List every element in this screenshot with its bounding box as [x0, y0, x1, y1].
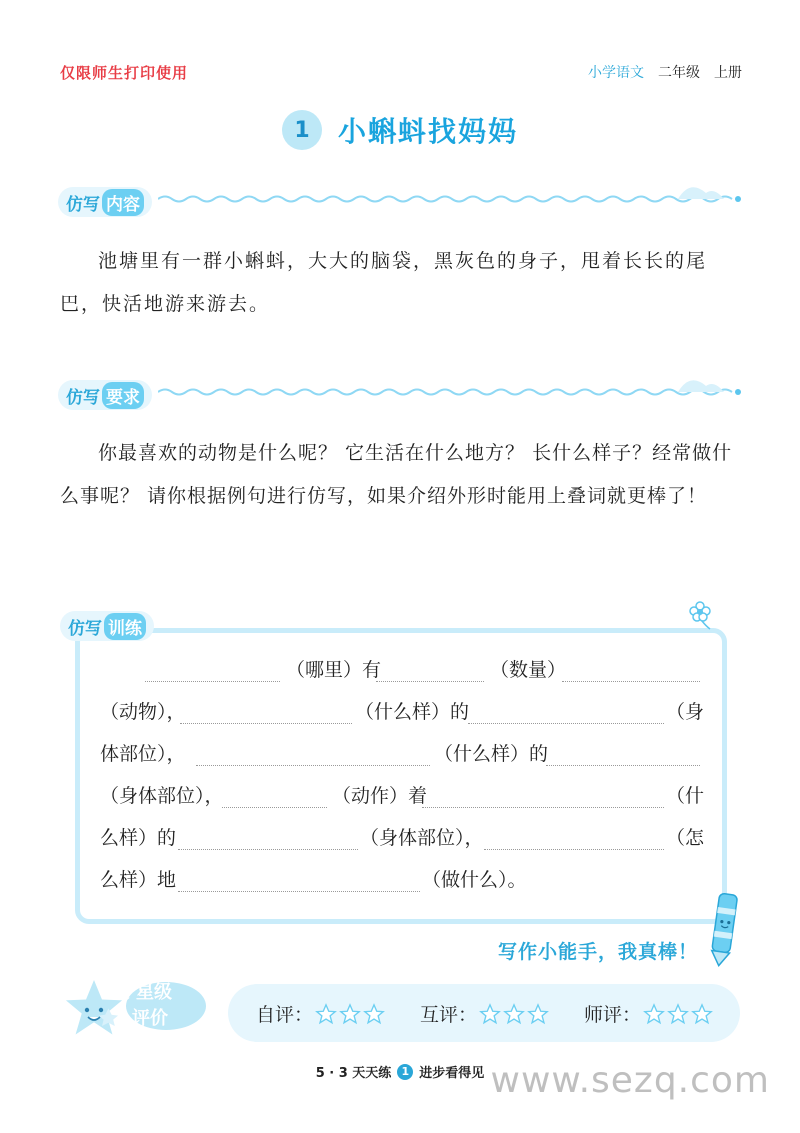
section-label-b: 要求: [102, 382, 144, 409]
lesson-title-text: 小蝌蚪找妈妈: [337, 115, 518, 148]
footer-circle-number: 1: [397, 1064, 413, 1080]
blank-what-like-2[interactable]: [196, 765, 430, 766]
example-paragraph: [60, 240, 745, 326]
section-header-requirement: [58, 378, 743, 418]
requirement-paragraph: [60, 432, 745, 518]
fill-label: 么样）的: [100, 827, 177, 849]
fill-label: （身体部位），: [100, 785, 224, 807]
blank-body-part-1[interactable]: [468, 723, 664, 724]
star-outline-icon[interactable]: [667, 1003, 689, 1025]
slogan-text: 写作小能手，我真棒！: [497, 941, 698, 963]
blank-action[interactable]: [222, 807, 327, 808]
fill-label: （数量）: [490, 659, 567, 681]
blank-after-quantity[interactable]: [562, 681, 700, 682]
lesson-number: 1: [282, 110, 322, 150]
example-text: 池塘里有一群小蝌蚪，大大的脑袋，黑灰色的身子，甩着长长的尾巴，快活地游来游去。: [60, 250, 708, 315]
print-notice: 仅限师生打印使用: [60, 64, 189, 82]
fill-label: （什么样）的: [434, 743, 549, 765]
section-label-b: 训练: [104, 613, 146, 640]
teacher-eval-stars: [643, 1003, 713, 1025]
fill-label: （动作）着: [332, 785, 428, 807]
book-info: [588, 62, 742, 82]
blank-body-part-3[interactable]: [178, 849, 358, 850]
fill-label: （什么样）的: [355, 701, 470, 723]
fill-label: （做什么）。: [422, 869, 527, 891]
badge-line-2: 评价: [132, 1008, 168, 1029]
badge-line-1: 星级: [136, 982, 172, 1003]
star-outline-icon[interactable]: [363, 1003, 385, 1025]
volume-label: 上册: [714, 65, 742, 81]
star-rating-title: [132, 982, 172, 1030]
section-label-training: [60, 611, 154, 641]
blank-what-like-3[interactable]: [422, 807, 664, 808]
star-outline-icon[interactable]: [527, 1003, 549, 1025]
footer-slogan: 进步看得见: [419, 1066, 485, 1081]
crayon-icon: [706, 888, 742, 970]
fill-label: （动物），: [100, 701, 186, 723]
section-label-a: 仿写: [66, 387, 100, 408]
teacher-evaluation: [584, 1000, 713, 1027]
wave-divider-icon: [158, 185, 743, 215]
wave-divider-icon: [158, 378, 743, 408]
requirement-text: 你最喜欢的动物是什么呢？ 它生活在什么地方？ 长什么样子？经常做什么事呢？ 请你根据例句进行仿写，如果介绍外形时能用上叠词就更棒了！: [60, 442, 733, 507]
section-label-b: 内容: [102, 189, 144, 216]
self-evaluation: [256, 1000, 385, 1027]
blank-how[interactable]: [484, 849, 664, 850]
peer-eval-label: 互评：: [420, 1004, 478, 1026]
watermark: www.sezq.com: [490, 1060, 770, 1101]
peer-eval-stars: [479, 1003, 549, 1025]
star-outline-icon[interactable]: [691, 1003, 713, 1025]
star-outline-icon[interactable]: [315, 1003, 337, 1025]
footer-series: 5 · 3 天天练: [315, 1066, 392, 1081]
star-outline-icon[interactable]: [503, 1003, 525, 1025]
peer-evaluation: [420, 1000, 549, 1027]
star-outline-icon[interactable]: [643, 1003, 665, 1025]
fill-label: （什: [666, 785, 705, 807]
grade-label: 二年级: [658, 65, 700, 81]
fill-label: 体部位），: [100, 743, 186, 765]
fill-label: （怎: [666, 827, 705, 849]
section-label-content: [58, 187, 152, 217]
subject-label: 小学语文: [588, 65, 644, 81]
section-header-content: [58, 185, 743, 225]
fill-label: （哪里）有: [286, 659, 382, 681]
lesson-title: [0, 110, 800, 150]
blank-quantity[interactable]: [376, 681, 484, 682]
fill-label: （身体部位），: [360, 827, 484, 849]
blank-do-what[interactable]: [178, 891, 420, 892]
star-outline-icon[interactable]: [479, 1003, 501, 1025]
fill-label: （身: [666, 701, 705, 723]
blank-body-part-2[interactable]: [546, 765, 700, 766]
star-badge-icon: [56, 966, 206, 1056]
section-label-requirement: [58, 380, 152, 410]
self-eval-stars: [315, 1003, 385, 1025]
star-outline-icon[interactable]: [339, 1003, 361, 1025]
blank-where[interactable]: [145, 681, 280, 682]
fill-label: 么样）地: [100, 869, 177, 891]
section-label-a: 仿写: [66, 194, 100, 215]
section-label-a: 仿写: [68, 618, 102, 639]
teacher-eval-label: 师评：: [584, 1004, 642, 1026]
blank-what-like-1[interactable]: [180, 723, 352, 724]
self-eval-label: 自评：: [256, 1004, 314, 1026]
flower-icon: [688, 600, 716, 630]
